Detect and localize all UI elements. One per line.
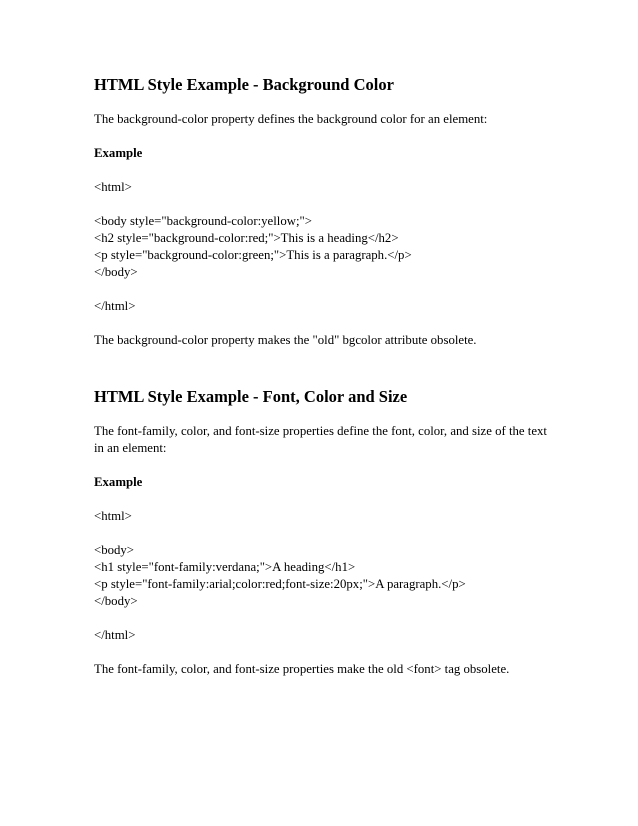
section-heading: HTML Style Example - Background Color (94, 75, 394, 94)
code-open-tag (94, 508, 554, 525)
code-open-tag (94, 179, 554, 196)
section-note: The background-color property makes the "old" bgcolor attribute obsolete. (94, 333, 477, 347)
code-line: <html> (94, 509, 132, 523)
code-line: </body> (94, 265, 138, 279)
code-line: <p style="background-color:green;">This is a paragraph.</p> (94, 248, 412, 262)
code-line: <body style="background-color:yellow;"> (94, 214, 312, 228)
code-line: </html> (94, 299, 136, 313)
section-background-color (94, 75, 554, 349)
code-line: <p style="font-family:arial;color:red;font-size:20px;">A paragraph.</p> (94, 577, 466, 591)
code-line: <h2 style="background-color:red;">This is a heading</h2> (94, 231, 399, 245)
code-line: <html> (94, 180, 132, 194)
code-line: </body> (94, 594, 138, 608)
code-close-tag (94, 298, 554, 315)
section-note: The font-family, color, and font-size properties make the old <font> tag obsolete. (94, 662, 510, 676)
code-line: <body> (94, 543, 135, 557)
section-intro: The font-family, color, and font-size properties define the font, color, and size of the text in an element: (94, 424, 547, 455)
document-page (94, 75, 554, 695)
code-line: </html> (94, 628, 136, 642)
code-line: <h1 style="font-family:verdana;">A heading</h1> (94, 560, 356, 574)
example-label: Example (94, 146, 143, 160)
code-body-block (94, 542, 554, 610)
code-body-block (94, 213, 554, 281)
section-heading: HTML Style Example - Font, Color and Size (94, 387, 408, 406)
section-font-color-size (94, 387, 554, 678)
code-close-tag (94, 627, 554, 644)
section-intro: The background-color property defines the background color for an element: (94, 112, 488, 126)
example-label: Example (94, 475, 143, 489)
